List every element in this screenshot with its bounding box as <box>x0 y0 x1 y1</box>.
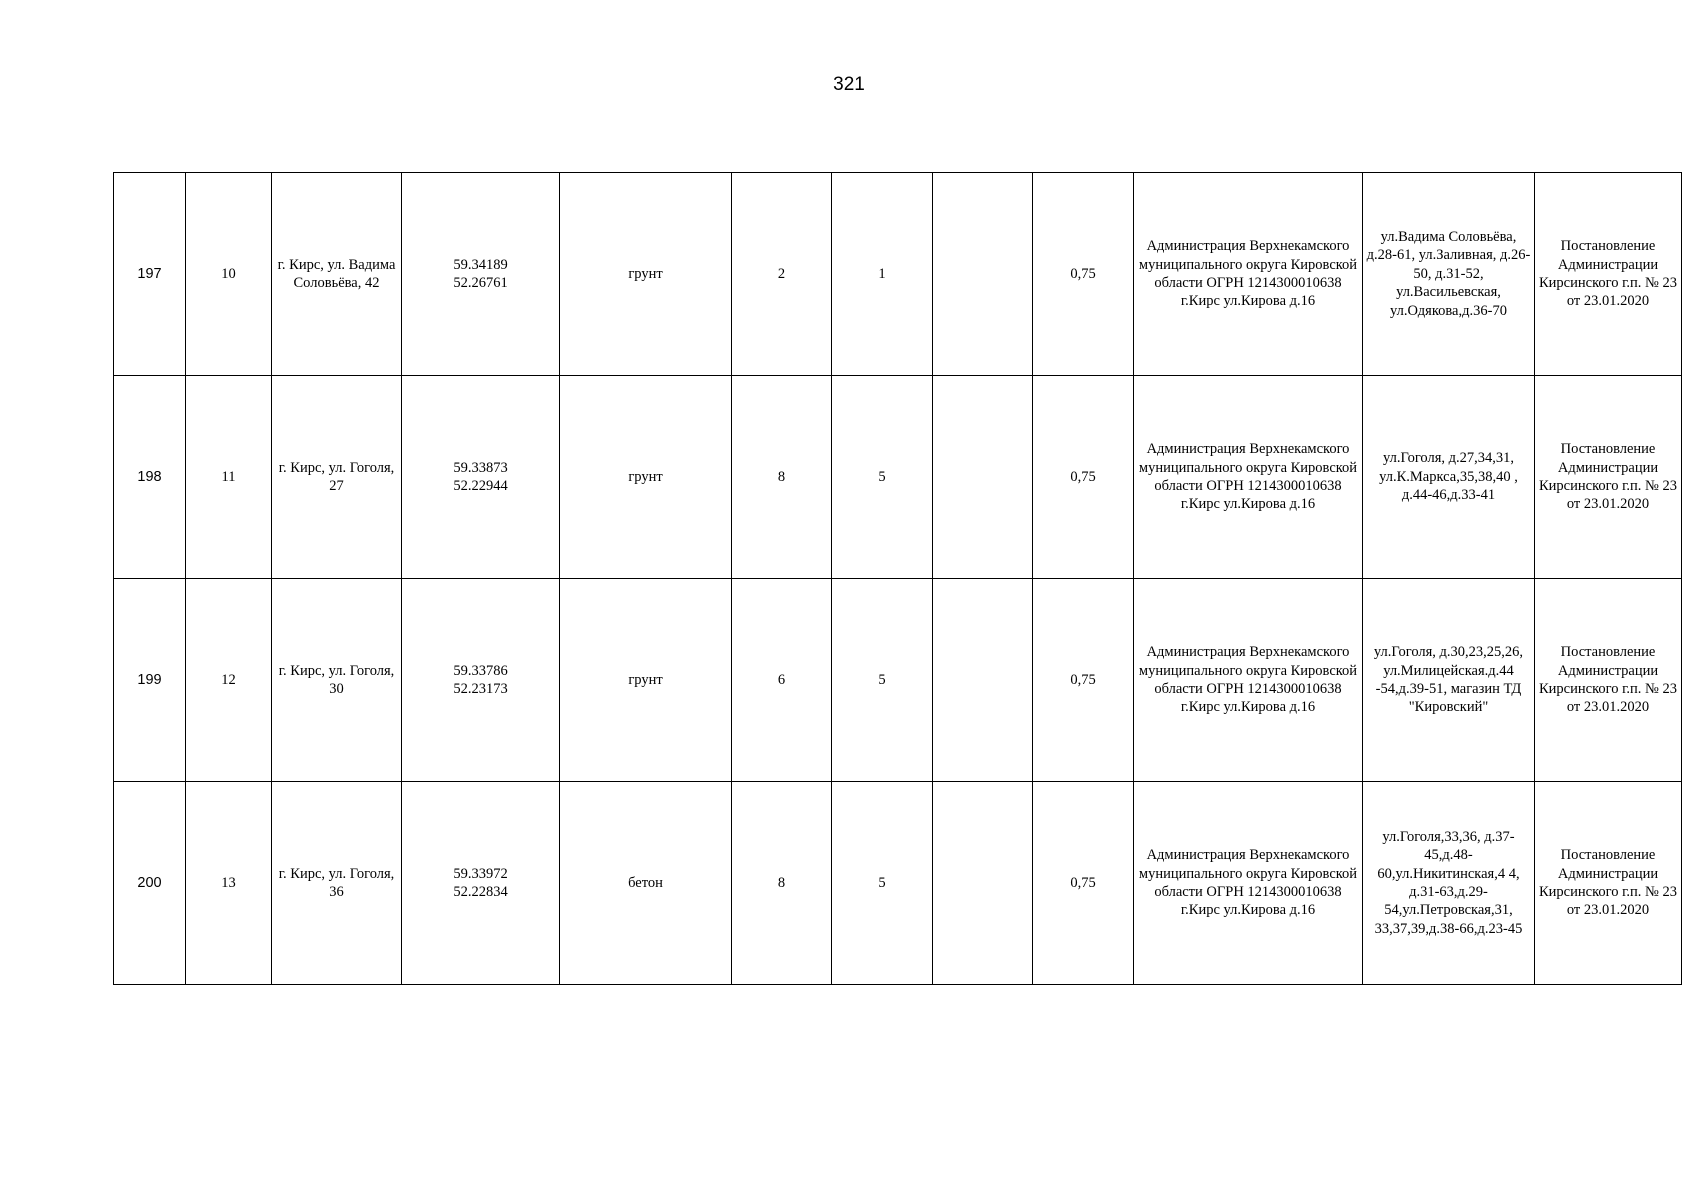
longitude: 52.22834 <box>453 884 508 900</box>
row-number: 199 <box>114 579 186 782</box>
count-column-6: 8 <box>732 376 832 579</box>
count-column-7: 5 <box>832 376 933 579</box>
latitude: 59.33786 <box>453 662 508 679</box>
container-volume: 0,75 <box>1033 376 1134 579</box>
latitude: 59.34189 <box>453 256 508 273</box>
latitude: 59.33972 <box>453 865 508 882</box>
legal-document: Постановление Администрации Кирсинского г.п. № 23 от 23.01.2020 <box>1535 376 1682 579</box>
surface-type: грунт <box>560 376 732 579</box>
legal-document: Постановление Администрации Кирсинского г.п. № 23 от 23.01.2020 <box>1535 173 1682 376</box>
site-owner: Администрация Верхнекамского муниципального округа Кировской области ОГРН 1214300010638 г.Кирс ул.Кирова д.16 <box>1134 782 1363 985</box>
surface-type: грунт <box>560 579 732 782</box>
empty-cell <box>933 782 1033 985</box>
waste-sources: ул.Гоголя, д.30,23,25,26, ул.Милицейская.д.44 -54,д.39-51, магазин ТД "Кировский" <box>1363 579 1535 782</box>
site-number: 13 <box>186 782 272 985</box>
longitude: 52.26761 <box>453 275 508 291</box>
site-coordinates <box>402 376 560 579</box>
site-owner: Администрация Верхнекамского муниципального округа Кировской области ОГРН 1214300010638 г.Кирс ул.Кирова д.16 <box>1134 173 1363 376</box>
row-number: 197 <box>114 173 186 376</box>
site-number: 12 <box>186 579 272 782</box>
table-row <box>114 376 1682 579</box>
site-coordinates <box>402 579 560 782</box>
row-number: 198 <box>114 376 186 579</box>
empty-cell <box>933 173 1033 376</box>
waste-sources: ул.Гоголя,33,36, д.37-45,д.48-60,ул.Никитинская,4 4, д.31-63,д.29-54,ул.Петровская,31, 33,37,39,д.38-66,д.23-45 <box>1363 782 1535 985</box>
empty-cell <box>933 376 1033 579</box>
site-address: г. Кирс, ул. Гоголя, 36 <box>272 782 402 985</box>
longitude: 52.23173 <box>453 681 508 697</box>
surface-type: грунт <box>560 173 732 376</box>
site-address: г. Кирс, ул. Гоголя, 30 <box>272 579 402 782</box>
count-column-7: 1 <box>832 173 933 376</box>
empty-cell <box>933 579 1033 782</box>
surface-type: бетон <box>560 782 732 985</box>
legal-document: Постановление Администрации Кирсинского г.п. № 23 от 23.01.2020 <box>1535 782 1682 985</box>
table-row <box>114 782 1682 985</box>
container-volume: 0,75 <box>1033 782 1134 985</box>
site-address: г. Кирс, ул. Гоголя, 27 <box>272 376 402 579</box>
container-volume: 0,75 <box>1033 173 1134 376</box>
count-column-6: 8 <box>732 782 832 985</box>
site-coordinates <box>402 173 560 376</box>
count-column-7: 5 <box>832 782 933 985</box>
site-number: 11 <box>186 376 272 579</box>
count-column-6: 2 <box>732 173 832 376</box>
latitude: 59.33873 <box>453 459 508 476</box>
page-number: 321 <box>833 74 865 95</box>
registry-table <box>113 172 1682 985</box>
row-number: 200 <box>114 782 186 985</box>
count-column-6: 6 <box>732 579 832 782</box>
longitude: 52.22944 <box>453 478 508 494</box>
waste-sources: ул.Гоголя, д.27,34,31, ул.К.Маркса,35,38,40 , д.44-46,д.33-41 <box>1363 376 1535 579</box>
site-owner: Администрация Верхнекамского муниципального округа Кировской области ОГРН 1214300010638 г.Кирс ул.Кирова д.16 <box>1134 579 1363 782</box>
container-volume: 0,75 <box>1033 579 1134 782</box>
site-number: 10 <box>186 173 272 376</box>
table-row <box>114 579 1682 782</box>
count-column-7: 5 <box>832 579 933 782</box>
site-address: г. Кирс, ул. Вадима Соловьёва, 42 <box>272 173 402 376</box>
table-row <box>114 173 1682 376</box>
site-coordinates <box>402 782 560 985</box>
site-owner: Администрация Верхнекамского муниципального округа Кировской области ОГРН 1214300010638 г.Кирс ул.Кирова д.16 <box>1134 376 1363 579</box>
legal-document: Постановление Администрации Кирсинского г.п. № 23 от 23.01.2020 <box>1535 579 1682 782</box>
waste-sources: ул.Вадима Соловьёва, д.28-61, ул.Заливная, д.26-50, д.31-52, ул.Васильевская, ул.Одякова,д.36-70 <box>1363 173 1535 376</box>
